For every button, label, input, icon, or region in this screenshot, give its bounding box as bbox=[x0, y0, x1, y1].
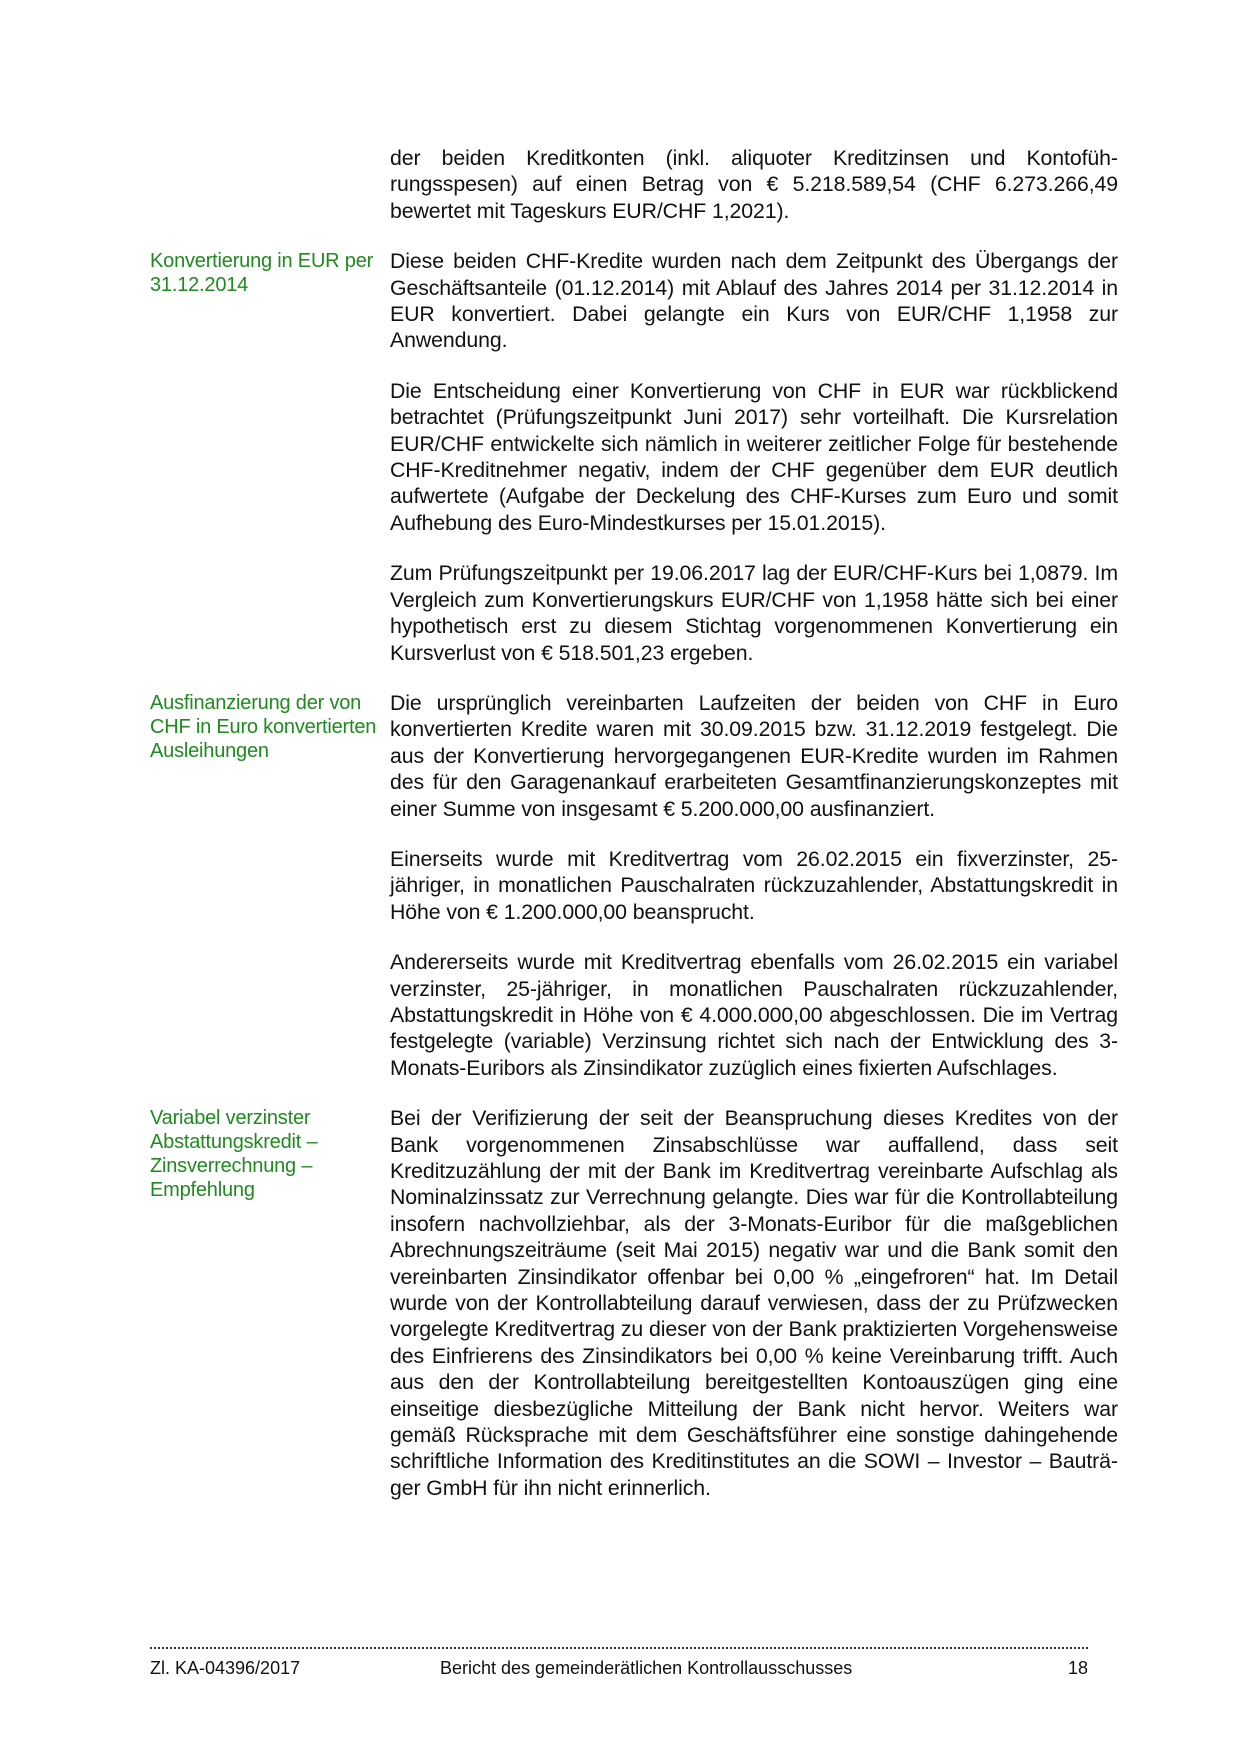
paragraph: Einerseits wurde mit Kreditvertrag vom 26.02.2015 ein fixverzinster, 25-jähriger, in monatlichen Pauschalraten rückzuzahlender, Abstattungskredit in Höhe von € 1.200.000,00 beansprucht. bbox=[390, 846, 1118, 924]
paragraph: Andererseits wurde mit Kreditvertrag ebenfalls vom 26.02.2015 ein variabel verzinster, 25-jähriger, in monatlichen Pauschalraten rückzuzahlender, Abstattungskredit in Höhe von € 4.000.000,00 abgeschlossen. Die im Vertrag festgelegte (variable) Verzinsung richtet sich nach der Entwicklung des 3-Monats-Euribors als Zinsindikator zuzüglich eines fixierten Aufschlages. bbox=[390, 950, 1118, 1080]
paragraph: der beiden Kreditkonten (inkl. aliquoter Kreditzinsen und Kontoführungsspesen) auf einen Betrag von € 5.218.589,54 (CHF 6.273.266,49 bewertet mit Tageskurs EUR/CHF 1,2021). bbox=[390, 146, 1118, 223]
paragraph: Die Entscheidung einer Konvertierung von CHF in EUR war rückblickend betrachtet (Prüfungszeitpunkt Juni 2017) sehr vorteilhaft. Die Kursrelation EUR/CHF entwickelte sich nämlich in weiterer zeitlicher Folge für bestehende CHF-Kreditnehmer negativ, indem der CHF gegenüber dem EUR deutlich aufwertete (Aufgabe der Deckelung des CHF-Kurses zum Euro und somit Aufhebung des Euro-Mindestkurses per 15.01.2015). bbox=[390, 378, 1118, 535]
section-body bbox=[390, 690, 1118, 1081]
paragraph: Zum Prüfungszeitpunkt per 19.06.2017 lag der EUR/CHF-Kurs bei 1,0879. Im Vergleich zum Konvertierungskurs EUR/CHF von 1,1958 hätte sich bei einer hypothetisch erst zu diesem Stichtag vorgenommenen Konvertierung ein Kursverlust von € 518.501,23 ergeben. bbox=[390, 561, 1118, 665]
page-number: 18 bbox=[1067, 1658, 1088, 1678]
section-continuation bbox=[150, 145, 1120, 224]
paragraph: Die ursprünglich vereinbarten Laufzeiten der beiden von CHF in Euro konvertierten Kredite waren mit 30.09.2015 bzw. 31.12.2019 festgelegt. Die aus der Konvertierung hervorgegangenen EUR-Kredite wurden im Rahmen des für den Garagenankauf erarbeiteten Gesamtfinanzierungskonzeptes mit einer Summe von insgesamt € 5.200.000,00 ausfinanziert. bbox=[390, 690, 1118, 821]
section-body bbox=[390, 248, 1118, 666]
page-footer bbox=[150, 1657, 1088, 1679]
footer-divider bbox=[150, 1647, 1088, 1649]
side-label bbox=[150, 145, 390, 224]
page-content bbox=[150, 145, 1120, 1525]
section-konvertierung bbox=[150, 248, 1120, 666]
paragraph: Bei der Verifizierung der seit der Beanspruchung dieses Kredites von der Bank vorgenommenen Zinsabschlüsse war auffallend, dass seit Kreditzuzählung der mit der Bank im Kreditvertrag vereinbarte Aufschlag als Nominalzinssatz zur Verrechnung gelangte. Dies war für die Kontrollabteilung insofern nachvollziehbar, als der 3-Monats-Euribor für die maßgeblichen Abrechnungszeiträume (seit Mai 2015) negativ war und die Bank somit den vereinbarten Zinsindikator offenbar bei 0,00 % „eingefroren“ hat. Im Detail wurde von der Kontrollabteilung darauf verwiesen, dass der zu Prüfzwecken vorgelegte Kreditvertrag zu dieser von der Bank praktizierten Vorgehensweise des Einfrierens des Zinsindikators bei 0,00 % keine Vereinbarung trifft. Auch aus den der Kontrollabteilung bereitgestellten Kontoauszügen ging eine einseitige diesbezügliche Mitteilung der Bank nicht hervor. Weiters war gemäß Rücksprache mit dem Geschäftsführer eine sonstige dahingehende schriftliche Information des Kreditinstitutes an die SOWI – Investor – Bauträger GmbH für ihn nicht erinnerlich. bbox=[390, 1106, 1118, 1500]
side-label: Variabel verzinster Abstattungskredit – Zinsverrechnung – Empfehlung bbox=[150, 1107, 318, 1202]
footer-title: Bericht des gemeinderätlichen Kontrollausschusses bbox=[440, 1658, 853, 1678]
side-label: Ausfinanzierung der von CHF in Euro konvertierten Ausleihungen bbox=[150, 691, 377, 762]
section-ausfinanzierung bbox=[150, 690, 1120, 1081]
footer-reference: Zl. KA-04396/2017 bbox=[150, 1658, 301, 1678]
paragraph: Diese beiden CHF-Kredite wurden nach dem Zeitpunkt des Übergangs der Geschäftsanteile (01.12.2014) mit Ablauf des Jahres 2014 per 31.12.2014 in EUR konvertiert. Dabei gelangte ein Kurs von EUR/CHF 1,1958 zur Anwendung. bbox=[390, 249, 1118, 353]
section-body bbox=[390, 1105, 1118, 1501]
section-variabel-verzinster-kredit bbox=[150, 1105, 1120, 1501]
section-body bbox=[390, 145, 1118, 224]
side-label: Konvertierung in EUR per 31.12.2014 bbox=[150, 250, 374, 297]
